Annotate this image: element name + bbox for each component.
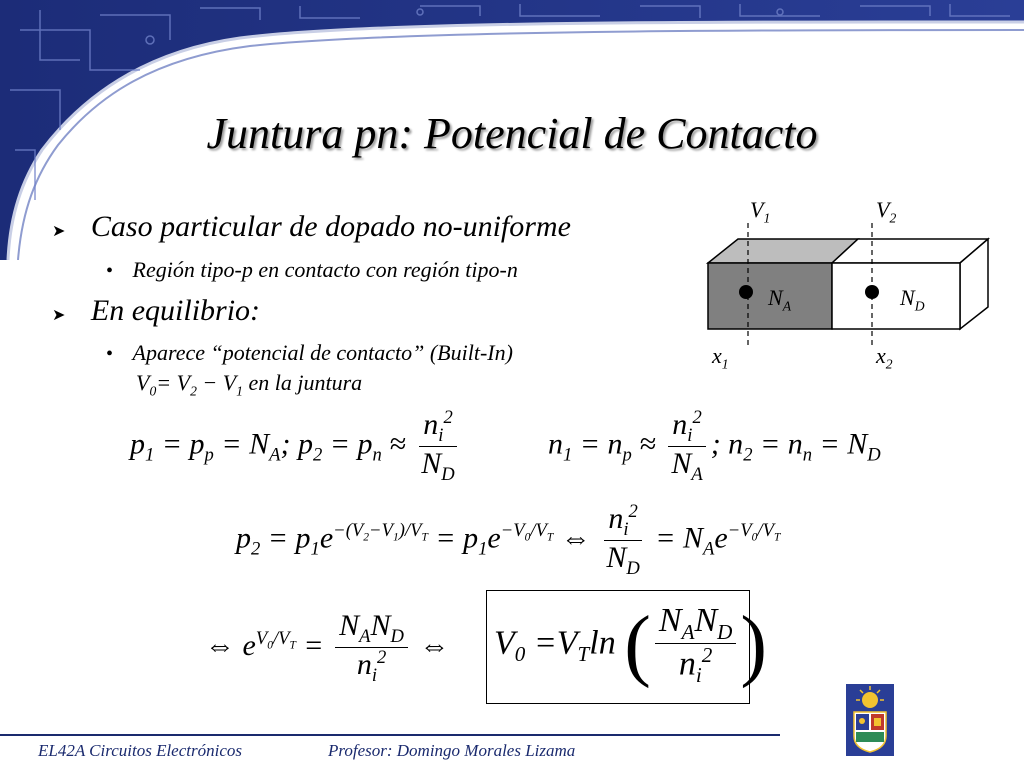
- label-x1: $x_1$: [712, 343, 729, 372]
- label-v1: $V_1$: [750, 197, 771, 226]
- sub-bullet-1-text: Región tipo-p en contacto con región tipo-n: [132, 257, 518, 282]
- bullet-1: [52, 210, 571, 244]
- sub-bullet-2-line2-text: en la juntura: [248, 370, 363, 395]
- arrow-bullet-icon: ➤: [52, 223, 66, 240]
- footer-professor: Profesor: Domingo Morales Lizama: [328, 741, 576, 760]
- university-logo: [846, 684, 894, 756]
- equation-ratio: $p_2 = p_1e^{-(V_2-V_1)/V_T} = p_1e^{-V_0/V_T}$ ⇔ $\frac{n_i^2}{N_D}$ = $N_Ae^{-V_0/V_T}$: [236, 501, 781, 579]
- sub-bullet-2: [106, 340, 513, 366]
- footer-course: EL42A Circuitos Electrónicos: [38, 741, 242, 760]
- n-region: [832, 263, 960, 329]
- dot-bullet-icon: •: [106, 260, 114, 282]
- pn-junction-diagram: [690, 195, 1000, 375]
- equation-n: $n_1 = n_p$ ≈ $\frac{n_i^2}{N_A}$ ; $n_2 = n_n = N_D$: [548, 407, 881, 485]
- equation-exp: ⇔ $e^{V_0/V_T}$ = $\frac{N_AN_D}{n_i^2}$ ⇔: [205, 609, 450, 686]
- dot-bullet-icon: •: [106, 343, 114, 365]
- equation-final: $V_0 =V_T\ln$ ( $\frac{N_AN_D}{n_i^2}$ ): [494, 601, 768, 689]
- label-x2: $x_2$: [876, 343, 893, 372]
- slide-title: Juntura pn: Potencial de Contacto: [206, 109, 818, 158]
- sub-bullet-1: [106, 257, 518, 283]
- bullet-2-text: En equilibrio:: [90, 294, 261, 327]
- sub-bullet-2-line2: $V_0= V_2 - V_1$ en la juntura: [136, 370, 363, 399]
- label-na: $N_A$: [768, 285, 792, 314]
- bullet-1-text: Caso particular de dopado no-uniforme: [90, 210, 571, 243]
- label-nd: $N_D$: [900, 285, 925, 314]
- bullet-2: [52, 294, 260, 328]
- label-v2: $V_2$: [876, 197, 897, 226]
- footer-divider: [0, 734, 780, 736]
- equation-p: $p_1 = p_p = N_A$; $p_2 = p_n$ ≈ $\frac{n_i^2}{N_D}$: [130, 407, 455, 485]
- arrow-bullet-icon: ➤: [52, 307, 66, 324]
- sub-bullet-2-text: Aparece “potencial de contacto” (Built-In): [132, 340, 513, 365]
